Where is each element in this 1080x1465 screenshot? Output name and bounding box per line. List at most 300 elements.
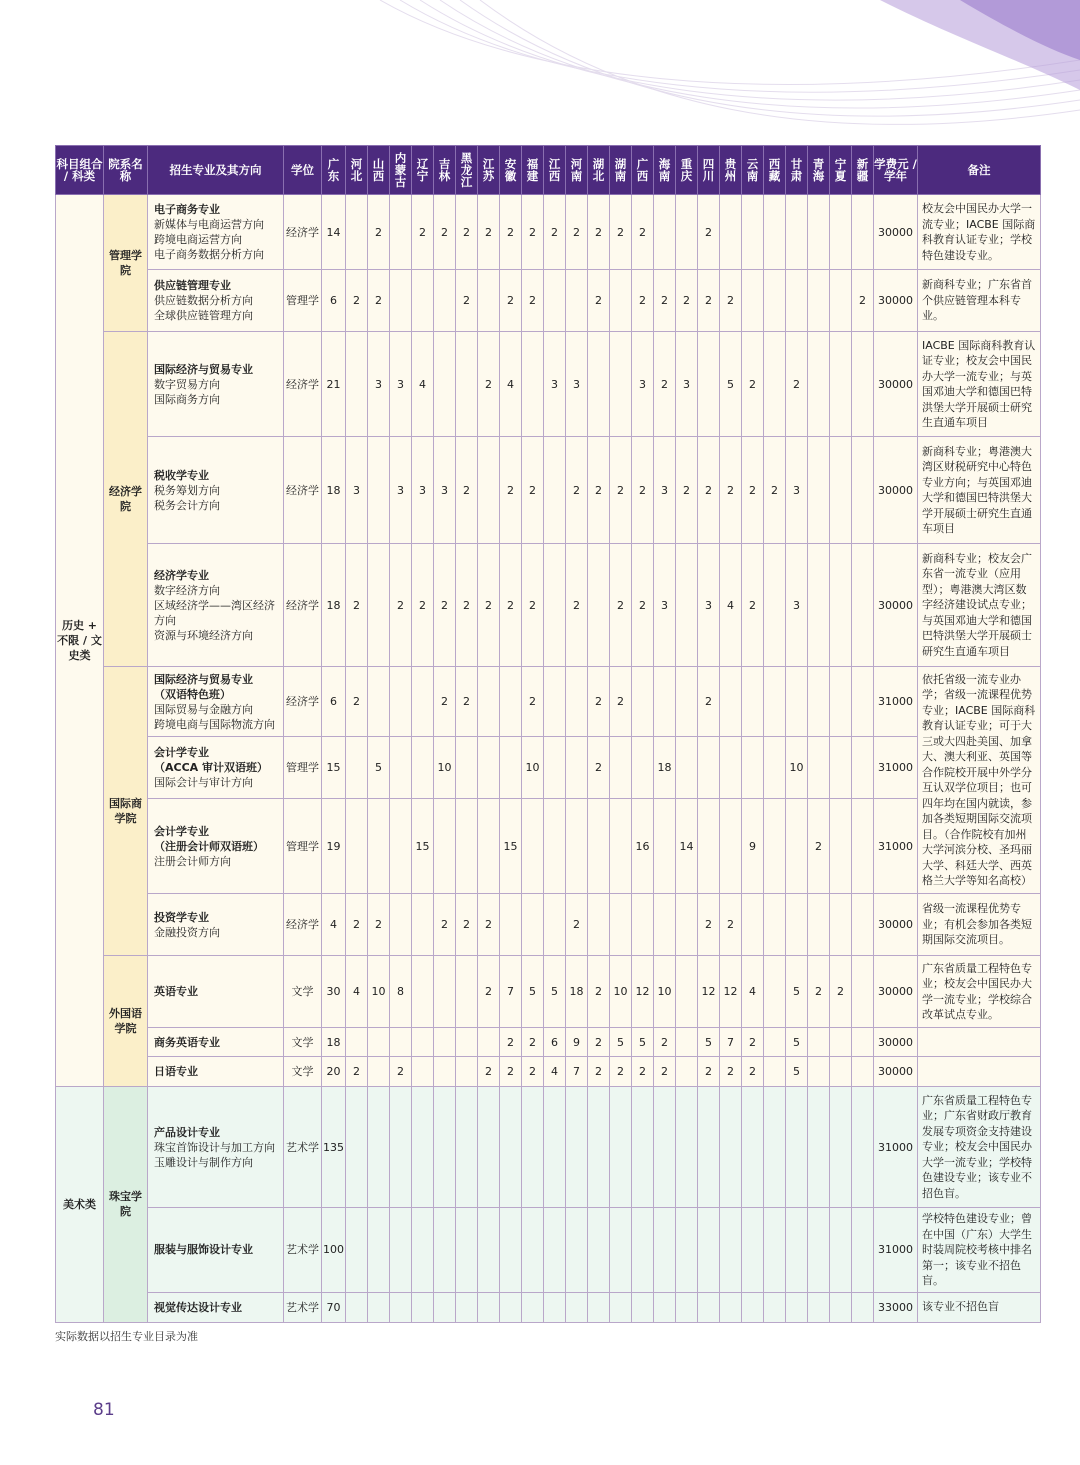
quota-cell: 3: [654, 437, 676, 544]
quota-cell: 2: [830, 956, 852, 1028]
quota-cell: [610, 1292, 632, 1322]
quota-cell: [654, 1087, 676, 1208]
quota-cell: 2: [610, 195, 632, 270]
quota-cell: [632, 894, 654, 956]
table-row: [56, 799, 1041, 894]
quota-cell: [808, 1208, 830, 1293]
major-cell: [148, 544, 284, 667]
quota-cell: [544, 894, 566, 956]
quota-cell: [852, 667, 874, 737]
quota-cell: [808, 667, 830, 737]
quota-cell: 2: [588, 437, 610, 544]
quota-cell: 2: [522, 1028, 544, 1057]
fee-cell: 31000: [874, 737, 918, 799]
major-direction: 税务筹划方向: [154, 483, 220, 497]
quota-cell: 2: [698, 1057, 720, 1087]
major-cell: [148, 894, 284, 956]
major-direction: 国际贸易与金融方向: [154, 702, 253, 716]
quota-cell: [852, 1057, 874, 1087]
quota-cell: [808, 437, 830, 544]
quota-cell: [742, 270, 764, 332]
quota-cell: 2: [632, 437, 654, 544]
major-direction: 区域经济学——湾区经济方向: [154, 598, 275, 627]
quota-cell: [852, 894, 874, 956]
quota-cell: [610, 894, 632, 956]
note-cell: 依托省级一流专业办学；省级一流课程优势专业；IACBE 国际商科教育认证专业；可于大三或大四赴美国、加拿大、澳大利亚、英国等合作院校开展中外学分互认双学位项目；也可四年均在国内就读，参加各类短期国际交流项目。（合作院校有加州大学河滨分校、圣玛丽大学、科廷大学、西英格兰大学等知名高校）: [918, 667, 1041, 894]
table-body: [56, 195, 1041, 1323]
quota-cell: 4: [412, 332, 434, 437]
quota-cell: [676, 737, 698, 799]
header-province: 海南: [654, 146, 676, 195]
quota-cell: 2: [500, 437, 522, 544]
quota-cell: 2: [346, 544, 368, 667]
quota-cell: [676, 1028, 698, 1057]
major-direction: 国际商务方向: [154, 392, 220, 406]
quota-cell: [478, 737, 500, 799]
quota-cell: [676, 1208, 698, 1293]
quota-cell: [412, 270, 434, 332]
college-cell: 管理学院: [104, 195, 148, 332]
quota-cell: 2: [698, 270, 720, 332]
quota-cell: [852, 1087, 874, 1208]
fee-cell: 30000: [874, 270, 918, 332]
header-province: 重庆: [676, 146, 698, 195]
table-row: [56, 1208, 1041, 1293]
quota-cell: [676, 956, 698, 1028]
major-cell: [148, 332, 284, 437]
quota-cell: [632, 667, 654, 737]
major-name: 会计学专业: [154, 746, 209, 759]
quota-cell: 15: [322, 737, 346, 799]
quota-cell: 18: [566, 956, 588, 1028]
degree-cell: 经济学: [284, 437, 322, 544]
quota-cell: 2: [478, 544, 500, 667]
quota-cell: [808, 1057, 830, 1087]
quota-cell: 2: [742, 1057, 764, 1087]
quota-cell: [478, 1028, 500, 1057]
quota-cell: [830, 1292, 852, 1322]
major-name: 投资学专业: [154, 910, 209, 924]
major-direction: 玉雕设计与制作方向: [154, 1155, 253, 1169]
quota-cell: [456, 1087, 478, 1208]
quota-cell: [742, 195, 764, 270]
quota-cell: 2: [522, 195, 544, 270]
header-province: 福建: [522, 146, 544, 195]
major-cell: [148, 737, 284, 799]
quota-cell: 2: [456, 270, 478, 332]
quota-cell: [786, 799, 808, 894]
quota-cell: 70: [322, 1292, 346, 1322]
quota-cell: [346, 737, 368, 799]
quota-cell: 18: [322, 544, 346, 667]
quota-cell: [610, 332, 632, 437]
quota-cell: [654, 894, 676, 956]
quota-cell: [808, 1087, 830, 1208]
quota-cell: [764, 195, 786, 270]
header-province: 贵州: [720, 146, 742, 195]
note-cell: IACBE 国际商科教育认证专业；校友会中国民办大学一流专业；与英国邓迪大学和德国巴特洪堡大学开展硕士研究生直通车项目: [918, 332, 1041, 437]
major-name: 商务英语专业: [154, 1035, 220, 1049]
quota-cell: [852, 437, 874, 544]
header-province: 内蒙古: [390, 146, 412, 195]
quota-cell: [786, 270, 808, 332]
quota-cell: [808, 737, 830, 799]
quota-cell: 3: [566, 332, 588, 437]
quota-cell: 2: [434, 667, 456, 737]
quota-cell: [632, 1292, 654, 1322]
major-cell: [148, 799, 284, 894]
quota-cell: 5: [786, 1028, 808, 1057]
quota-cell: 2: [588, 1057, 610, 1087]
quota-cell: [654, 1208, 676, 1293]
quota-cell: [544, 667, 566, 737]
header-group: 科目组合 / 科类: [56, 146, 104, 195]
quota-cell: [852, 737, 874, 799]
quota-cell: [500, 1292, 522, 1322]
quota-cell: [544, 737, 566, 799]
table-row: [56, 195, 1041, 270]
major-direction: 电子商务数据分析方向: [154, 248, 264, 261]
quota-cell: 3: [786, 437, 808, 544]
quota-cell: 2: [522, 1057, 544, 1087]
footnote: 实际数据以招生专业目录为准: [55, 1330, 198, 1343]
quota-cell: 3: [698, 544, 720, 667]
quota-cell: 2: [742, 1028, 764, 1057]
quota-cell: 18: [322, 437, 346, 544]
table-row: [56, 737, 1041, 799]
quota-cell: 2: [390, 1057, 412, 1087]
quota-cell: 2: [632, 544, 654, 667]
quota-cell: [566, 667, 588, 737]
quota-cell: [764, 956, 786, 1028]
header-province: 江西: [544, 146, 566, 195]
degree-cell: 经济学: [284, 894, 322, 956]
major-cell: [148, 1028, 284, 1057]
quota-cell: [852, 799, 874, 894]
quota-cell: 9: [566, 1028, 588, 1057]
header-province: 宁夏: [830, 146, 852, 195]
table-row: [56, 956, 1041, 1028]
major-name: 经济学专业: [154, 568, 209, 582]
quota-cell: 100: [322, 1208, 346, 1293]
quota-cell: [368, 1292, 390, 1322]
quota-cell: [742, 894, 764, 956]
quota-cell: [720, 737, 742, 799]
quota-cell: 14: [676, 799, 698, 894]
quota-cell: 2: [808, 799, 830, 894]
fee-cell: 30000: [874, 195, 918, 270]
quota-cell: 2: [588, 667, 610, 737]
background-waves: [0, 0, 1080, 160]
quota-cell: 6: [322, 667, 346, 737]
note-cell: 广东省质量工程特色专业；广东省财政厅教育发展专项资金支持建设专业；校友会中国民办大学一流专业；学校特色建设专业；该专业不招色盲。: [918, 1087, 1041, 1208]
quota-cell: [830, 737, 852, 799]
major-cell: [148, 270, 284, 332]
quota-cell: [544, 544, 566, 667]
quota-cell: 2: [566, 544, 588, 667]
quota-cell: 15: [500, 799, 522, 894]
fee-cell: 30000: [874, 332, 918, 437]
header-province: 新疆: [852, 146, 874, 195]
quota-cell: [588, 1208, 610, 1293]
quota-cell: [346, 1208, 368, 1293]
quota-cell: 2: [588, 1028, 610, 1057]
quota-cell: 2: [654, 270, 676, 332]
major-name: 电子商务专业: [154, 203, 220, 216]
major-direction: 跨境电商运营方向: [154, 233, 242, 246]
quota-cell: [720, 799, 742, 894]
major-direction: 数字贸易方向: [154, 377, 220, 391]
quota-cell: 2: [632, 195, 654, 270]
table-row: [56, 544, 1041, 667]
college-cell: 外国语学院: [104, 956, 148, 1087]
table-header: [56, 146, 1041, 195]
quota-cell: 2: [808, 956, 830, 1028]
quota-cell: 7: [720, 1028, 742, 1057]
major-name: 供应链管理专业: [154, 279, 231, 292]
quota-cell: [786, 1292, 808, 1322]
quota-cell: 2: [456, 195, 478, 270]
table-row: [56, 1028, 1041, 1057]
quota-cell: [412, 667, 434, 737]
quota-cell: [654, 799, 676, 894]
quota-cell: 5: [632, 1028, 654, 1057]
quota-cell: [456, 1028, 478, 1057]
quota-cell: 3: [544, 332, 566, 437]
quota-cell: 18: [322, 1028, 346, 1057]
fee-cell: 31000: [874, 799, 918, 894]
quota-cell: 4: [720, 544, 742, 667]
quota-cell: 2: [566, 894, 588, 956]
major-name: 英语专业: [154, 985, 198, 998]
quota-cell: 2: [566, 437, 588, 544]
header-province: 河北: [346, 146, 368, 195]
header-province: 广西: [632, 146, 654, 195]
quota-cell: 3: [346, 437, 368, 544]
quota-cell: [830, 437, 852, 544]
quota-cell: 2: [742, 437, 764, 544]
quota-cell: [522, 894, 544, 956]
table-row: [56, 1087, 1041, 1208]
quota-cell: [390, 1208, 412, 1293]
quota-cell: [588, 1087, 610, 1208]
header-note: 备注: [918, 146, 1041, 195]
quota-cell: 2: [478, 1057, 500, 1087]
quota-cell: 5: [544, 956, 566, 1028]
quota-cell: 10: [522, 737, 544, 799]
quota-cell: 2: [720, 894, 742, 956]
quota-cell: [390, 195, 412, 270]
quota-cell: [434, 1087, 456, 1208]
quota-cell: [390, 737, 412, 799]
quota-cell: [566, 270, 588, 332]
quota-cell: [478, 1292, 500, 1322]
quota-cell: 3: [390, 437, 412, 544]
quota-cell: [720, 1087, 742, 1208]
quota-cell: 2: [478, 195, 500, 270]
note-cell: 校友会中国民办大学一流专业；IACBE 国际商科教育认证专业；学校特色建设专业。: [918, 195, 1041, 270]
quota-cell: [544, 1208, 566, 1293]
quota-cell: 2: [742, 544, 764, 667]
quota-cell: [368, 799, 390, 894]
header-province: 辽宁: [412, 146, 434, 195]
major-direction: 数字经济方向: [154, 583, 220, 597]
quota-cell: [698, 1087, 720, 1208]
header-degree: 学位: [284, 146, 322, 195]
note-cell: 新商科专业；广东省首个供应链管理本科专业。: [918, 270, 1041, 332]
quota-cell: [522, 1292, 544, 1322]
major-name: 产品设计专业: [154, 1125, 220, 1139]
major-name: 服装与服饰设计专业: [154, 1243, 253, 1257]
major-class-name: （双语特色班）: [154, 687, 231, 701]
quota-cell: [830, 195, 852, 270]
quota-cell: [676, 544, 698, 667]
quota-cell: [786, 894, 808, 956]
quota-cell: 3: [632, 332, 654, 437]
quota-cell: 2: [742, 332, 764, 437]
quota-cell: 2: [610, 437, 632, 544]
quota-cell: 2: [456, 437, 478, 544]
note-cell: [918, 1057, 1041, 1087]
major-cell: [148, 1087, 284, 1208]
quota-cell: [456, 956, 478, 1028]
quota-cell: [478, 1208, 500, 1293]
quota-cell: [764, 1292, 786, 1322]
college-cell: 国际商学院: [104, 667, 148, 956]
quota-cell: [610, 270, 632, 332]
note-cell: 学校特色建设专业；曾在中国（广东）大学生时装周院校考核中排名第一；该专业不招色盲。: [918, 1208, 1041, 1293]
quota-cell: [852, 956, 874, 1028]
quota-cell: [830, 544, 852, 667]
quota-cell: 2: [522, 270, 544, 332]
quota-cell: [852, 332, 874, 437]
header-province: 江苏: [478, 146, 500, 195]
fee-cell: 30000: [874, 1028, 918, 1057]
quota-cell: 2: [346, 270, 368, 332]
quota-cell: [368, 1028, 390, 1057]
quota-cell: [786, 667, 808, 737]
quota-cell: 2: [346, 667, 368, 737]
quota-cell: 2: [434, 894, 456, 956]
quota-cell: [830, 332, 852, 437]
note-cell: 该专业不招色盲: [918, 1292, 1041, 1322]
quota-cell: [412, 1028, 434, 1057]
admission-table: [55, 145, 1041, 1323]
quota-cell: 2: [720, 1057, 742, 1087]
quota-cell: 3: [368, 332, 390, 437]
quota-cell: [830, 1028, 852, 1057]
header-fee: 学费元 / 学年: [874, 146, 918, 195]
table-row: [56, 894, 1041, 956]
quota-cell: [764, 332, 786, 437]
quota-cell: 2: [346, 894, 368, 956]
quota-cell: [676, 1057, 698, 1087]
major-name: 税收学专业: [154, 468, 209, 482]
major-name: 会计学专业: [154, 824, 209, 838]
quota-cell: [434, 1292, 456, 1322]
fee-cell: 30000: [874, 1057, 918, 1087]
quota-cell: 14: [322, 195, 346, 270]
quota-cell: [698, 799, 720, 894]
table-row: [56, 1292, 1041, 1322]
quota-cell: [764, 667, 786, 737]
quota-cell: 5: [698, 1028, 720, 1057]
note-cell: 广东省质量工程特色专业；校友会中国民办大学一流专业；学校综合改革试点专业。: [918, 956, 1041, 1028]
quota-cell: 2: [720, 270, 742, 332]
quota-cell: 15: [412, 799, 434, 894]
quota-cell: [478, 270, 500, 332]
quota-cell: [808, 270, 830, 332]
quota-cell: 2: [368, 195, 390, 270]
quota-cell: 2: [434, 195, 456, 270]
quota-cell: 4: [346, 956, 368, 1028]
degree-cell: 艺术学: [284, 1292, 322, 1322]
major-direction: 珠宝首饰设计与加工方向: [154, 1140, 275, 1154]
quota-cell: 2: [522, 437, 544, 544]
quota-cell: 5: [720, 332, 742, 437]
quota-cell: 19: [322, 799, 346, 894]
quota-cell: [720, 195, 742, 270]
degree-cell: 经济学: [284, 332, 322, 437]
quota-cell: [632, 1087, 654, 1208]
quota-cell: [852, 195, 874, 270]
quota-cell: [412, 737, 434, 799]
quota-cell: [412, 1057, 434, 1087]
quota-cell: [588, 332, 610, 437]
quota-cell: 5: [368, 737, 390, 799]
quota-cell: 2: [500, 1057, 522, 1087]
quota-cell: [830, 1087, 852, 1208]
quota-cell: [434, 956, 456, 1028]
degree-cell: 文学: [284, 956, 322, 1028]
header-province: 吉林: [434, 146, 456, 195]
quota-cell: [412, 1292, 434, 1322]
quota-cell: [742, 667, 764, 737]
quota-cell: 12: [698, 956, 720, 1028]
quota-cell: 2: [610, 1057, 632, 1087]
quota-cell: [434, 1028, 456, 1057]
quota-cell: [412, 1087, 434, 1208]
quota-cell: 6: [544, 1028, 566, 1057]
quota-cell: 2: [500, 270, 522, 332]
quota-cell: [610, 737, 632, 799]
quota-cell: [588, 799, 610, 894]
quota-cell: [500, 1208, 522, 1293]
quota-cell: [544, 799, 566, 894]
quota-cell: [478, 667, 500, 737]
page-number: 81: [93, 1400, 115, 1420]
major-name: 国际经济与贸易专业: [154, 362, 253, 376]
note-cell: 新商科专业；粤港澳大湾区财税研究中心特色专业方向；与英国邓迪大学和德国巴特洪堡大学开展硕士研究生直通车项目: [918, 437, 1041, 544]
note-cell: [918, 1028, 1041, 1057]
group-cell: 美术类: [56, 1087, 104, 1323]
quota-cell: 4: [742, 956, 764, 1028]
major-cell: [148, 195, 284, 270]
quota-cell: 2: [500, 544, 522, 667]
table-row: [56, 1057, 1041, 1087]
degree-cell: 经济学: [284, 667, 322, 737]
quota-cell: 2: [390, 544, 412, 667]
quota-cell: [368, 1057, 390, 1087]
degree-cell: 文学: [284, 1057, 322, 1087]
header-province: 湖南: [610, 146, 632, 195]
note-cell: 新商科专业；校友会广东省一流专业（应用型）；粤港澳大湾区数字经济建设试点专业；与英国邓迪大学和德国巴特洪堡大学开展硕士研究生直通车项目: [918, 544, 1041, 667]
quota-cell: [522, 1087, 544, 1208]
quota-cell: 2: [698, 195, 720, 270]
major-direction: 跨境电商与国际物流方向: [154, 717, 275, 731]
quota-cell: 2: [698, 667, 720, 737]
quota-cell: 2: [676, 437, 698, 544]
